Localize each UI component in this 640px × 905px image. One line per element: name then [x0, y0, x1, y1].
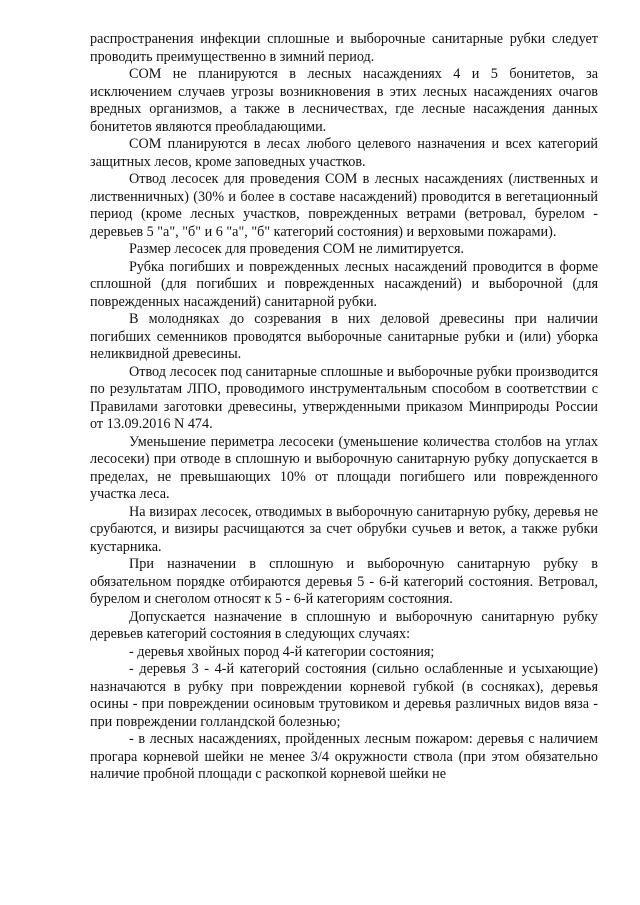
list-item: - в лесных насаждениях, пройденных лесным пожаром: деревья с наличием прогара корневой шейки не менее 3/4 окружности ствола (при этом обязательно наличие пробной площади с раскопкой корневой шейки не — [90, 731, 598, 782]
list-item: - деревья хвойных пород 4-й категории состояния; — [129, 643, 435, 660]
paragraph: При назначении в сплошную и выборочную санитарную рубку в обязательном порядке отбираются деревья 5 - 6-й категорий состояния. Ветровал, бурелом и снеголом относят к 5 - 6-й категориям состояния. — [90, 556, 598, 607]
paragraph: На визирах лесосек, отводимых в выборочную санитарную рубку, деревья не срубаются, и визиры расчищаются за счет обрубки сучьев и веток, а также рубки кустарника. — [90, 503, 598, 555]
paragraph: Размер лесосек для проведения СОМ не лимитируется. — [129, 241, 465, 257]
paragraph: распространения инфекции сплошные и выборочные санитарные рубки следует проводить преимущественно в зимний период. — [90, 31, 598, 65]
paragraph: В молодняках до созревания в них деловой древесины при наличии погибших семенников проводятся выборочные санитарные рубки и (или) уборка неликвидной древесины. — [90, 311, 598, 362]
paragraph: Рубка погибших и поврежденных лесных насаждений проводится в форме сплошной (для погибших и поврежденных насаждений) и выборочной (для поврежденных насаждений) санитарной рубки. — [90, 258, 598, 310]
paragraph: Уменьшение периметра лесосеки (уменьшение количества столбов на углах лесосеки) при отводе в сплошную и выборочную санитарную рубку допускается в пределах, не превышающих 10% от площади погибшего или поврежденного участка леса. — [90, 433, 598, 502]
paragraph: Отвод лесосек под санитарные сплошные и выборочные рубки производится по результатам ЛПО, проводимого инструментальным способом в соответствии с Правилами заготовки древесины, утвержденными приказом Минприроды России от 13.09.2016 N 474. — [90, 363, 598, 432]
list-item: - деревья 3 - 4-й категорий состояния (сильно ослабленные и усыхающие) назначаются в рубку при повреждении корневой губкой (в сосняках), деревья осины - при повреждении осиновым трутовиком и деревья различных видов вяза - при повреждении голландской болезнью; — [90, 661, 598, 730]
paragraph: Допускается назначение в сплошную и выборочную санитарную рубку деревьев категорий состояния в следующих случаях: — [90, 608, 598, 642]
paragraph: СОМ не планируются в лесных насаждениях 4 и 5 бонитетов, за исключением случаев угрозы возникновения в этих лесных насаждениях очагов вредных организмов, а также в лесничествах, где лесные насаждения данных бонитетов являются преобладающими. — [90, 66, 598, 135]
paragraph: СОМ планируются в лесах любого целевого назначения и всех категорий защитных лесов, кроме заповедных участков. — [90, 136, 598, 170]
paragraph: Отвод лесосек для проведения СОМ в лесных насаждениях (лиственных и лиственничных) (30% и более в составе насаждений) проводится в вегетационный период (кроме лесных участков, поврежденных ветрами (ветровал, бурелом - деревьев 5 "а", "б" и 6 "а", "б" категорий состояния) и верховыми пожарами). — [90, 171, 598, 240]
